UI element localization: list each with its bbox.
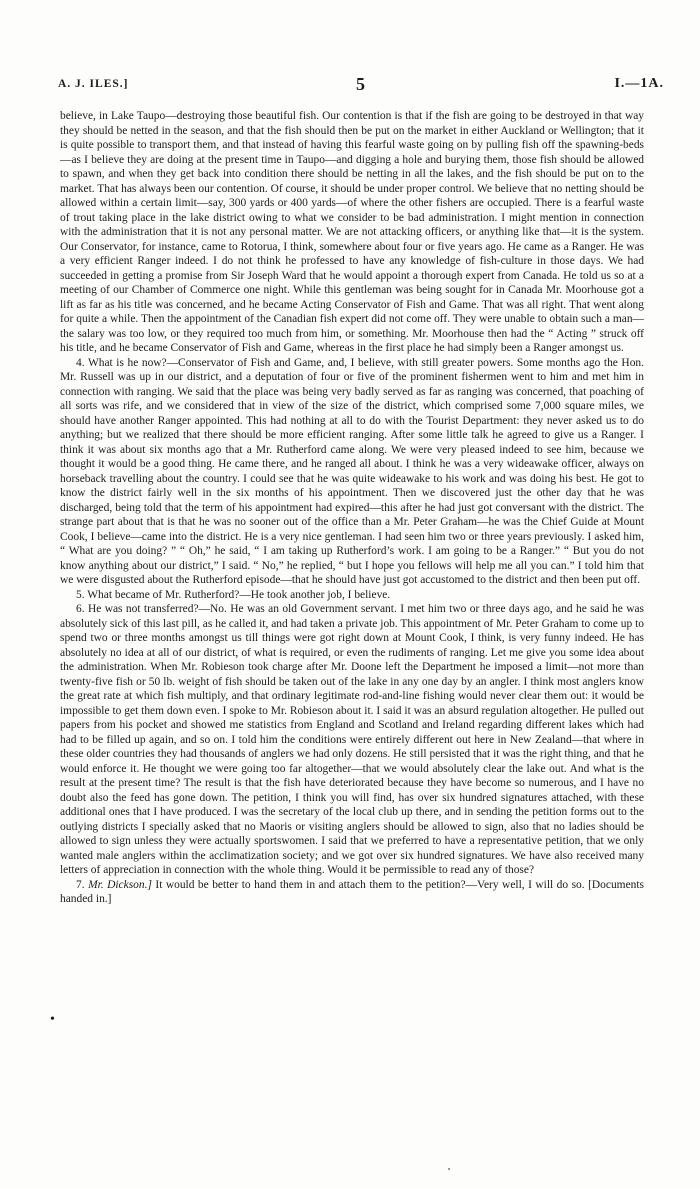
header-paper-code: I.—1A. bbox=[614, 76, 664, 91]
question-number: 7. bbox=[76, 878, 85, 891]
page-header bbox=[58, 74, 664, 96]
question-speaker: Mr. Dickson.] bbox=[88, 878, 152, 891]
question-text: It would be better to hand them in and attach them to the petition?—Very well, I will do so. [Documents handed in.] bbox=[60, 878, 644, 905]
page-number: 5 bbox=[356, 74, 366, 94]
margin-mark: • bbox=[50, 1012, 55, 1027]
paragraph: 6. He was not transferred?—No. He was an old Government servant. I met him two or three days ago, and he said he was absolutely sick of this last pill, as he called it, and had taken a private job. This appointment of Mr. Peter Graham to come up to spend two or three months amongst us till things were got right down at Mount Cook, I think, is very funny indeed. He has absolutely no idea at all of our district, of what is required, or even the rudiments of ranging. Let me give you some idea about the administration. When Mr. Robieson took charge after Mr. Doone left the Department he imposed a limit—not more than twenty-five fish or 50 lb. weight of fish should be taken out of the lake in any one day by an angler. I think most anglers know the great rate at which fish multiply, and that ordinary legitimate rod-and-line fishing would never clear them out: it would be impossible to get them down even. I spoke to Mr. Robieson about it. I said it was an absurd regulation altogether. He pulled out papers from his pocket and showed me statistics from England and Scotland and Ireland regarding different lakes which had had to be filled up again, and so on. I told him the conditions were entirely different out here in New Zealand—that where in these older countries they had thousands of anglers we had only dozens. He still persisted that it was the right thing, and that he would enforce it. He thought we were going too far altogether—that we would absolutely clear the lake out. And what is the result at the present time? The result is that the fish have deteriorated because they have become so numerous, and I have no doubt also the feed has gone down. The petition, I think you will find, has over six hundred signatures attached, with these additional ones that I have produced. I was the secretary of the local club up there, and in sending the petition forms out to the outlying districts I specially asked that no Maoris or visiting anglers should be allowed to sign, also that no ladies should be allowed to sign unless they were actually sportswomen. I said that we preferred to have a representative petition, that we only wanted male anglers within the acclimatization society; and we got over six hundred signatures. We have also received many letters of appreciation in connection with the whole thing. Would it be permissible to read any of those? bbox=[60, 603, 644, 876]
page-speck bbox=[448, 1168, 450, 1170]
paragraph: 4. What is he now?—Conservator of Fish and Game, and, I believe, with still greater powers. Some months ago the Hon. Mr. Russell was up in our district, and a deputation of four or five of the prominent fishermen went to him and met him in connection with ranging. We said that the place was being very badly served as far as ranging was concerned, that poaching of all sorts was rife, and we considered that in view of the size of the district, which comprised some 7,000 square miles, we should have another Ranger appointed. This had nothing at all to do with the Tourist Department: they never asked us to do anything; but we realized that there should be more efficient ranging. After some little talk he agreed to give us a Ranger. I think it was about six months ago that a Mr. Rutherford came along. We were very pleased indeed to see him, because we thought it would be a good thing. He came there, and he ranged all about. I think he was a very wideawake officer, always on horseback travelling about the country. I could see that he was quite wideawake to his work and was doing his best. He got to know the district fairly well in the six months of his appointment. Then we discovered just the other day that he was discharged, being told that the term of his appointment had expired—this after he had just got conversant with the district. The strange part about that is that he was no sooner out of the office than a Mr. Peter Graham—he was the Chief Guide at Mount Cook, I believe—came into the district. He is a very nice gentleman. I had seen him two or three years previously. I asked him, “ What are you doing? ” “ Oh,” he said, “ I am taking up Rutherford’s work. I am going to be a Ranger.” “ But you do not know anything about our district,” I said. “ No,” he replied, “ but I hope you fellows will help me all you can.” I told him that we were disgusted about the Rutherford episode—that he should have just got accustomed to the district and then been put off. bbox=[60, 356, 644, 586]
header-witness: A. J. ILES.] bbox=[58, 78, 129, 90]
paragraph: believe, in Lake Taupo—destroying those beautiful fish. Our contention is that if the fish are going to be destroyed in that way they should be netted in the season, and that the fish should then be put on the market in either Auckland or Wellington; that it is quite possible to transport them, and that instead of having this fearful waste going on by pulling fish off the spawning-beds —as I believe they are doing at the present time in Taupo—and digging a hole and burying them, those fish should be allowed to spawn, and when they get back into condition there should be netting in all the lakes, and the fish should be put on to the market. That has always been our contention. Of course, it should be under proper control. We believe that no netting should be allowed within a certain limit—say, 300 yards or 400 yards—of where the other fishers are occupied. There is a fearful waste of trout taking place in the lake district owing to what we consider to be bad administration. I might mention in connection with the administration that it is not any personal matter. We are not attacking officers, or anything like that—it is the system. Our Conservator, for instance, came to Rotorua, I think, somewhere about four or five years ago. He came as a Ranger. He was a very efficient Ranger indeed. I do not think he professed to have any knowledge of fish-culture in those days. We had succeeded in getting a promise from Sir Joseph Ward that he would appoint a thorough expert from Canada. He told us so at a meeting of our Chamber of Commerce one night. While this gentleman was being sought for in Canada Mr. Moorhouse got a lift as far as his title was concerned, and he became Acting Conservator of Fish and Game. That was all right. That went along for quite a while. Then the appointment of the Canadian fish expert did not come off. They were unable to obtain such a man—the salary was too low, or they required too much from him, or something. Mr. Moorhouse then had the “ Acting ” struck off his title, and he became Conservator of Fish and Game, whereas in the first place he had simply been a Ranger amongst us. bbox=[60, 110, 644, 354]
body-text bbox=[60, 109, 644, 907]
paragraph: 5. What became of Mr. Rutherford?—He took another job, I believe. bbox=[76, 588, 391, 601]
question-7 bbox=[60, 878, 644, 907]
